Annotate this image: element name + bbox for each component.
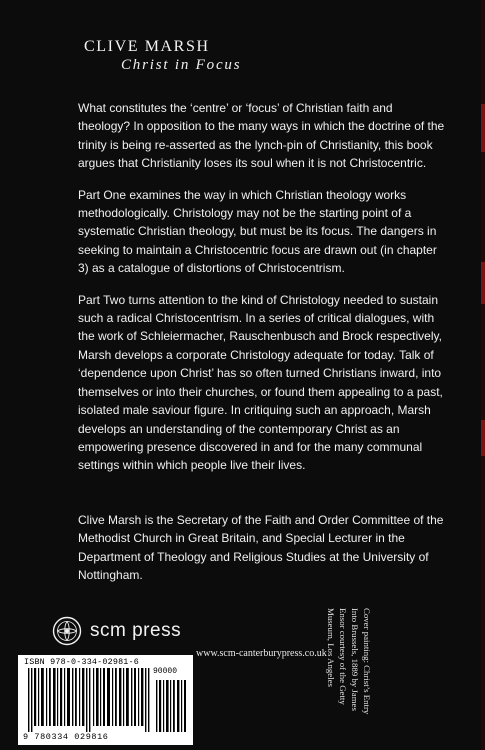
- book-header: [84, 38, 241, 74]
- edge-accent-mark: [481, 104, 485, 152]
- isbn-barcode: [18, 655, 193, 745]
- back-cover-blurb: [78, 99, 446, 597]
- publisher-name: scm press: [90, 620, 182, 641]
- publisher-website: www.scm-canterburypress.co.uk: [196, 648, 327, 659]
- cover-credit-line: Into Brussels, 1889 by James: [350, 608, 360, 711]
- barcode-digits: 9 780334 029816: [23, 732, 109, 742]
- author-bio: Clive Marsh is the Secretary of the Faith and Order Committee of the Methodist Church in Great Britain, and Special Lecturer in the Department of Theology and Religious Studies at the University of Nottingham.: [78, 512, 444, 582]
- cover-credit-line: Ensor courtesy of the Getty: [338, 608, 348, 705]
- scm-logo-icon: [52, 616, 82, 646]
- cover-credit: [325, 608, 373, 736]
- book-title: Christ in Focus: [121, 57, 242, 73]
- blurb-paragraph-1: What constitutes the ‘centre’ or ‘focus’ of Christian faith and theology? In opposition to the many ways in which the doctrine of the trinity is being re-asserted as the lynch-pin of Christianity, this book argues that Christianity loses its soul when it is not Christocentric.: [78, 101, 445, 171]
- edge-accent-mark: [481, 262, 485, 304]
- edge-accent-strip: [481, 0, 485, 750]
- cover-credit-line: Cover painting: Christ’s Entry: [362, 608, 372, 715]
- author-name: CLIVE MARSH: [84, 38, 210, 55]
- barcode-bars: [22, 668, 190, 732]
- blurb-paragraph-2: Part One examines the way in which Christian theology works methodologically. Christology may not be the starting point of a systematic Christian theology, but must be its focus. The dangers in seeking to maintain a Christocentric focus are drawn out (in chapter 3) as a catalogue of distortions of Christocentrism.: [78, 187, 437, 276]
- blurb-paragraph-3: Part Two turns attention to the kind of Christology needed to sustain such a radical Christocentrism. In a series of critical dialogues, with the work of Schleiermacher, Rauschenbusch and Brock respectively, Marsh develops a corporate Christology adequate for today. Talk of ‘dependence upon Christ’ has so often turned Christians inward, into themselves or into their churches, or found them appealing to a past, isolated male saviour figure. In critiquing such an approach, Marsh develops an understanding of the contemporary Christ as an empowering presence discovered in and for the many communal settings within which people live their lives.: [78, 292, 443, 473]
- edge-accent-mark: [481, 420, 485, 456]
- barcode-addon-digits: 90000: [153, 667, 178, 676]
- isbn-label: ISBN 978-0-334-02981-6: [24, 657, 139, 667]
- publisher-block: [52, 614, 181, 648]
- cover-credit-line: Museum, Los Angeles: [326, 608, 336, 687]
